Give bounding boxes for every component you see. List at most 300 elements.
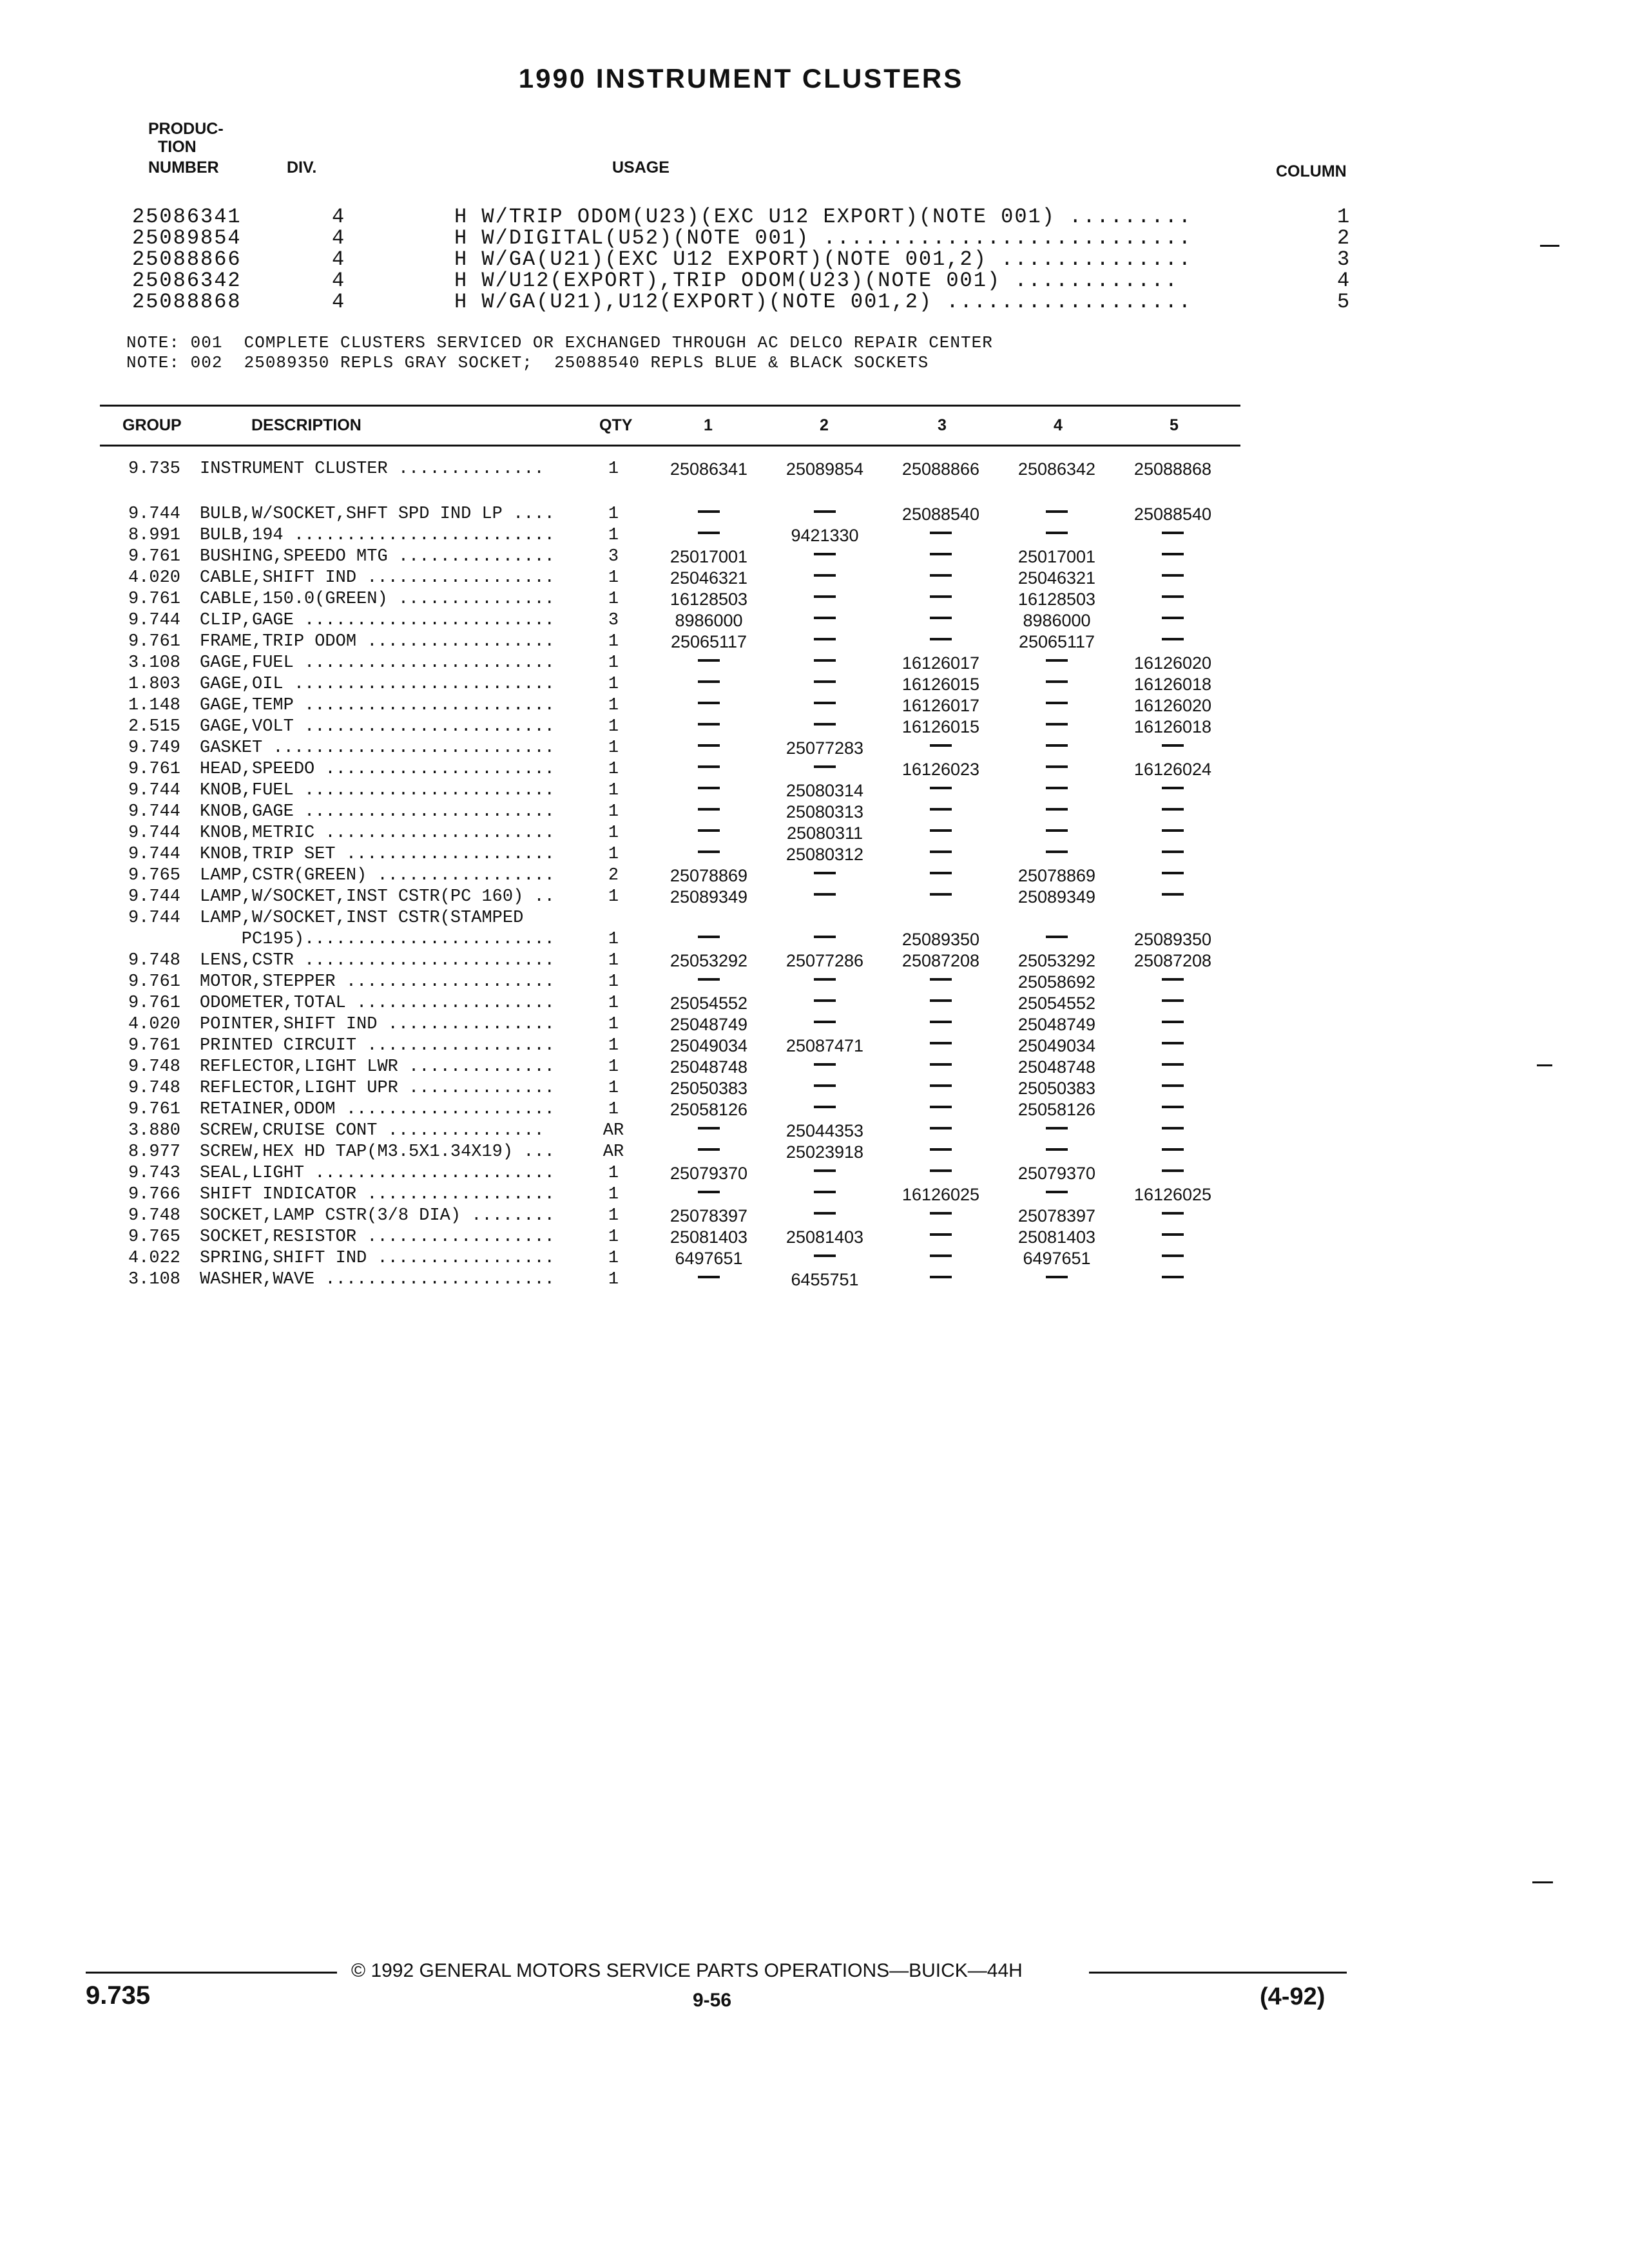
part-number-cell: 25080312: [786, 845, 864, 864]
qty-cell: 1: [608, 930, 619, 949]
part-number-cell: 16126015: [901, 675, 980, 694]
not-applicable-dash: [1115, 841, 1231, 861]
qty-cell: 1: [608, 505, 619, 524]
description-cell: GAGE,FUEL ........................: [200, 653, 555, 673]
description-cell: RETAINER,ODOM ....................: [200, 1100, 555, 1119]
not-applicable-dash: [767, 1096, 883, 1116]
not-applicable-dash: [883, 1096, 999, 1116]
qty-cell: 1: [608, 1270, 619, 1289]
part-number-cell: 16126017: [901, 696, 980, 715]
not-applicable-dash: [1115, 1160, 1231, 1180]
not-applicable-dash: [1115, 883, 1231, 903]
qty-cell: 1: [608, 845, 619, 864]
group-cell: 4.020: [128, 1015, 180, 1034]
qty-cell: 1: [608, 1164, 619, 1183]
not-applicable-dash: [883, 1117, 999, 1137]
not-applicable-dash: [1115, 1139, 1231, 1158]
prod-number-header-line-1: PRODUC-: [148, 120, 224, 138]
not-applicable-dash: [767, 649, 883, 669]
div-header: DIV.: [287, 159, 317, 177]
part-number-cell: 25078397: [1017, 1206, 1096, 1225]
not-applicable-dash: [1115, 1224, 1231, 1244]
not-applicable-dash: [1115, 990, 1231, 1010]
description-cell: KNOB,METRIC ......................: [200, 823, 555, 843]
not-applicable-dash: [883, 798, 999, 818]
not-applicable-dash: [1115, 968, 1231, 988]
part-number-cell: 25089349: [1017, 887, 1096, 907]
note-002: NOTE: 002 25089350 REPLS GRAY SOCKET; 25088540 REPLS BLUE & BLACK SOCKETS: [126, 353, 929, 372]
group-cell: 9.761: [128, 590, 180, 609]
usage-number: 25086341: [132, 205, 242, 229]
part-number-cell: 16126025: [1133, 1185, 1212, 1204]
qty-cell: 3: [608, 547, 619, 566]
group-cell: 9.761: [128, 972, 180, 992]
part-number-cell: 25080311: [786, 823, 863, 843]
not-applicable-dash: [999, 926, 1115, 946]
part-number-cell: 25089349: [670, 887, 748, 907]
not-applicable-dash: [651, 735, 767, 754]
group-cell: 9.765: [128, 1227, 180, 1247]
part-number-cell: 25054552: [670, 994, 748, 1013]
usage-number: 25086342: [132, 269, 242, 293]
not-applicable-dash: [767, 692, 883, 712]
not-applicable-dash: [767, 501, 883, 521]
not-applicable-dash: [883, 1202, 999, 1222]
part-number-cell: 25050383: [670, 1079, 748, 1098]
qty-cell: 1: [608, 781, 619, 800]
group-cell: 9.761: [128, 760, 180, 779]
not-applicable-dash: [999, 501, 1115, 521]
part-number-cell: 25017001: [670, 547, 748, 566]
not-applicable-dash: [651, 1117, 767, 1137]
group-cell: 1.148: [128, 696, 180, 715]
not-applicable-dash: [767, 628, 883, 648]
description-cell: HEAD,SPEEDO ......................: [200, 760, 555, 779]
not-applicable-dash: [767, 713, 883, 733]
not-applicable-dash: [883, 777, 999, 797]
group-cell: 9.748: [128, 1206, 180, 1225]
group-cell: 9.761: [128, 994, 180, 1013]
part-number-cell: 25023918: [786, 1142, 864, 1162]
description-cell: KNOB,FUEL ........................: [200, 781, 555, 800]
qty-cell: 1: [608, 738, 619, 758]
footer-revision: (4-92): [1260, 1983, 1325, 2010]
group-cell: 9.766: [128, 1185, 180, 1204]
not-applicable-dash: [999, 841, 1115, 861]
part-number-cell: 16126024: [1133, 760, 1212, 779]
not-applicable-dash: [651, 649, 767, 669]
part-number-cell: 16126020: [1133, 696, 1212, 715]
usage-header: USAGE: [612, 159, 670, 177]
description-cell: REFLECTOR,LIGHT LWR ..............: [200, 1057, 555, 1077]
usage-number: 25089854: [132, 226, 242, 250]
not-applicable-dash: [1115, 798, 1231, 818]
footer-copyright: © 1992 GENERAL MOTORS SERVICE PARTS OPERATIONS—BUICK—44H: [351, 1960, 1023, 1981]
part-number-cell: 25046321: [1017, 568, 1096, 588]
group-cell: 9.744: [128, 845, 180, 864]
usage-div: 4: [332, 247, 346, 271]
group-cell: 3.108: [128, 1270, 180, 1289]
description-cell: GAGE,OIL .........................: [200, 675, 555, 694]
qty-cell: 2: [608, 866, 619, 885]
group-cell: 9.744: [128, 823, 180, 843]
group-cell: 9.748: [128, 1057, 180, 1077]
description-cell: GAGE,VOLT ........................: [200, 717, 555, 736]
group-cell: 9.744: [128, 908, 180, 928]
not-applicable-dash: [1115, 1202, 1231, 1222]
group-cell: 9.744: [128, 781, 180, 800]
usage-column: 3: [1337, 247, 1351, 271]
not-applicable-dash: [1115, 1075, 1231, 1095]
part-number-cell: 6497651: [675, 1249, 743, 1268]
group-cell: 4.020: [128, 568, 180, 588]
not-applicable-dash: [767, 756, 883, 776]
part-number-cell: 25077286: [786, 951, 864, 970]
group-cell: 9.744: [128, 611, 180, 630]
usage-number: 25088868: [132, 290, 242, 314]
description-cell: PC195)........................: [200, 930, 555, 949]
qty-cell: 1: [608, 823, 619, 843]
col-2-header: 2: [820, 416, 829, 434]
group-cell: 9.748: [128, 951, 180, 970]
not-applicable-dash: [767, 1202, 883, 1222]
margin-mark: [1532, 1881, 1553, 1883]
description-cell: KNOB,GAGE ........................: [200, 802, 555, 822]
group-cell: 9.765: [128, 866, 180, 885]
group-cell: 9.744: [128, 802, 180, 822]
usage-column: 1: [1337, 205, 1351, 229]
qty-cell: 1: [608, 526, 619, 545]
not-applicable-dash: [651, 968, 767, 988]
not-applicable-dash: [767, 1160, 883, 1180]
description-cell: REFLECTOR,LIGHT UPR ..............: [200, 1079, 555, 1098]
description-cell: INSTRUMENT CLUSTER ..............: [200, 459, 545, 479]
page-title: 1990 INSTRUMENT CLUSTERS: [518, 63, 964, 93]
part-number-cell: 25079370: [670, 1164, 748, 1183]
not-applicable-dash: [651, 926, 767, 946]
part-number-cell: 25048748: [1017, 1057, 1096, 1077]
not-applicable-dash: [883, 586, 999, 606]
part-number-cell: 25089350: [901, 930, 980, 949]
part-number-cell: 25086342: [1017, 459, 1096, 479]
description-cell: WASHER,WAVE ......................: [200, 1270, 555, 1289]
not-applicable-dash: [883, 1160, 999, 1180]
part-number-cell: 25081403: [670, 1227, 748, 1247]
not-applicable-dash: [999, 1181, 1115, 1201]
part-number-cell: 25065117: [670, 632, 747, 651]
description-cell: SPRING,SHIFT IND .................: [200, 1249, 555, 1268]
part-number-cell: 25089350: [1133, 930, 1212, 949]
description-cell: GAGE,TEMP ........................: [200, 696, 555, 715]
description-cell: LAMP,W/SOCKET,INST CSTR(PC 160) ..: [200, 887, 555, 907]
qty-cell: 1: [608, 653, 619, 673]
qty-cell: 1: [608, 696, 619, 715]
qty-cell: 1: [608, 1227, 619, 1247]
part-number-cell: 25048748: [670, 1057, 748, 1077]
group-column-header: GROUP: [122, 416, 182, 434]
not-applicable-dash: [883, 607, 999, 627]
not-applicable-dash: [651, 1266, 767, 1286]
not-applicable-dash: [651, 798, 767, 818]
not-applicable-dash: [999, 671, 1115, 691]
group-cell: 1.803: [128, 675, 180, 694]
qty-cell: 1: [608, 1185, 619, 1204]
part-number-cell: 16126023: [901, 760, 980, 779]
part-number-cell: 25058126: [1017, 1100, 1096, 1119]
qty-cell: 1: [608, 1249, 619, 1268]
part-number-cell: 25088866: [901, 459, 980, 479]
part-number-cell: 16126015: [901, 717, 980, 736]
not-applicable-dash: [883, 841, 999, 861]
not-applicable-dash: [883, 543, 999, 563]
qty-cell: 1: [608, 590, 619, 609]
not-applicable-dash: [999, 692, 1115, 712]
not-applicable-dash: [767, 564, 883, 584]
qty-cell: 1: [608, 1206, 619, 1225]
not-applicable-dash: [999, 820, 1115, 840]
col-5-header: 5: [1170, 416, 1179, 434]
not-applicable-dash: [999, 735, 1115, 754]
not-applicable-dash: [883, 1266, 999, 1286]
not-applicable-dash: [651, 1139, 767, 1158]
description-cell: SOCKET,RESISTOR ..................: [200, 1227, 555, 1247]
usage-description: H W/DIGITAL(U52)(NOTE 001) ...........................: [454, 226, 1192, 250]
description-cell: SEAL,LIGHT .......................: [200, 1164, 555, 1183]
description-cell: CABLE,SHIFT IND ..................: [200, 568, 555, 588]
not-applicable-dash: [999, 1139, 1115, 1158]
not-applicable-dash: [767, 862, 883, 882]
margin-mark: [1537, 1064, 1552, 1066]
col-4-header: 4: [1054, 416, 1063, 434]
not-applicable-dash: [767, 1245, 883, 1265]
part-number-cell: 16128503: [1017, 590, 1096, 609]
note-001: NOTE: 001 COMPLETE CLUSTERS SERVICED OR EXCHANGED THROUGH AC DELCO REPAIR CENTER: [126, 333, 993, 352]
not-applicable-dash: [999, 522, 1115, 542]
group-cell: 9.748: [128, 1079, 180, 1098]
group-cell: 9.761: [128, 632, 180, 651]
part-number-cell: 8986000: [675, 611, 743, 630]
description-cell: BUSHING,SPEEDO MTG ...............: [200, 547, 555, 566]
not-applicable-dash: [767, 671, 883, 691]
not-applicable-dash: [767, 586, 883, 606]
qty-cell: AR: [602, 1121, 624, 1140]
part-number-cell: 25078397: [670, 1206, 748, 1225]
not-applicable-dash: [1115, 820, 1231, 840]
part-number-cell: 25048749: [670, 1015, 748, 1034]
qty-cell: 1: [608, 717, 619, 736]
not-applicable-dash: [651, 501, 767, 521]
qty-cell: 3: [608, 611, 619, 630]
qty-cell: 1: [608, 568, 619, 588]
table-top-rule: [100, 405, 1240, 407]
not-applicable-dash: [767, 607, 883, 627]
qty-cell: 1: [608, 951, 619, 970]
description-column-header: DESCRIPTION: [251, 416, 361, 434]
not-applicable-dash: [1115, 1011, 1231, 1031]
not-applicable-dash: [651, 777, 767, 797]
usage-column: 2: [1337, 226, 1351, 250]
group-cell: 9.744: [128, 887, 180, 907]
not-applicable-dash: [1115, 543, 1231, 563]
description-cell: ODOMETER,TOTAL ...................: [200, 994, 555, 1013]
part-number-cell: 25088540: [901, 505, 980, 524]
usage-description: H W/TRIP ODOM(U23)(EXC U12 EXPORT)(NOTE 001) .........: [454, 205, 1192, 229]
part-number-cell: 6455751: [791, 1270, 859, 1289]
group-cell: 9.749: [128, 738, 180, 758]
not-applicable-dash: [767, 1075, 883, 1095]
not-applicable-dash: [883, 735, 999, 754]
group-cell: 4.022: [128, 1249, 180, 1268]
usage-column: 4: [1337, 269, 1351, 293]
part-number-cell: 25048749: [1017, 1015, 1096, 1034]
description-cell: SCREW,CRUISE CONT ...............: [200, 1121, 545, 1140]
not-applicable-dash: [883, 628, 999, 648]
group-cell: 8.977: [128, 1142, 180, 1162]
description-cell: SHIFT INDICATOR ..................: [200, 1185, 555, 1204]
not-applicable-dash: [999, 713, 1115, 733]
footer-rule-left: [86, 1972, 337, 1974]
usage-column: 5: [1337, 290, 1351, 314]
not-applicable-dash: [651, 820, 767, 840]
margin-mark: [1540, 245, 1559, 247]
part-number-cell: 25088540: [1133, 505, 1212, 524]
not-applicable-dash: [1115, 1117, 1231, 1137]
not-applicable-dash: [1115, 586, 1231, 606]
qty-cell: 1: [608, 459, 619, 479]
description-cell: BULB,W/SOCKET,SHFT SPD IND LP ....: [200, 505, 555, 524]
not-applicable-dash: [999, 649, 1115, 669]
not-applicable-dash: [1115, 1245, 1231, 1265]
not-applicable-dash: [883, 1053, 999, 1073]
qty-cell: 1: [608, 632, 619, 651]
not-applicable-dash: [1115, 628, 1231, 648]
part-number-cell: 25080313: [786, 802, 864, 822]
not-applicable-dash: [883, 1245, 999, 1265]
description-cell: SOCKET,LAMP CSTR(3/8 DIA) ........: [200, 1206, 555, 1225]
not-applicable-dash: [651, 756, 767, 776]
prod-number-header-line-2: TION: [158, 138, 197, 156]
qty-cell: 1: [608, 972, 619, 992]
description-cell: LENS,CSTR ........................: [200, 951, 555, 970]
description-cell: POINTER,SHIFT IND ................: [200, 1015, 555, 1034]
not-applicable-dash: [999, 798, 1115, 818]
table-header-rule: [100, 445, 1240, 447]
not-applicable-dash: [767, 968, 883, 988]
qty-cell: 1: [608, 802, 619, 822]
description-cell: KNOB,TRIP SET ....................: [200, 845, 555, 864]
not-applicable-dash: [883, 820, 999, 840]
part-number-cell: 25079370: [1017, 1164, 1096, 1183]
not-applicable-dash: [883, 862, 999, 882]
part-number-cell: 25087208: [901, 951, 980, 970]
qty-cell: 1: [608, 760, 619, 779]
group-cell: 9.743: [128, 1164, 180, 1183]
part-number-cell: 25049034: [670, 1036, 748, 1055]
not-applicable-dash: [883, 522, 999, 542]
group-cell: 3.880: [128, 1121, 180, 1140]
part-number-cell: 25087208: [1133, 951, 1212, 970]
not-applicable-dash: [767, 543, 883, 563]
usage-div: 4: [332, 290, 346, 314]
not-applicable-dash: [651, 692, 767, 712]
description-cell: LAMP,CSTR(GREEN) .................: [200, 866, 555, 885]
description-cell: PRINTED CIRCUIT ..................: [200, 1036, 555, 1055]
description-cell: LAMP,W/SOCKET,INST CSTR(STAMPED: [200, 908, 524, 928]
group-cell: 9.761: [128, 547, 180, 566]
not-applicable-dash: [1115, 1053, 1231, 1073]
part-number-cell: 25086341: [670, 459, 748, 479]
qty-cell: 1: [608, 1015, 619, 1034]
part-number-cell: 25078869: [670, 866, 748, 885]
part-number-cell: 16126018: [1133, 717, 1212, 736]
qty-cell: 1: [608, 1079, 619, 1098]
group-cell: 9.761: [128, 1036, 180, 1055]
group-cell: 9.744: [128, 505, 180, 524]
part-number-cell: 16128503: [670, 590, 748, 609]
description-cell: SCREW,HEX HD TAP(M3.5X1.34X19) ...: [200, 1142, 555, 1162]
description-cell: CABLE,150.0(GREEN) ...............: [200, 590, 555, 609]
not-applicable-dash: [767, 990, 883, 1010]
part-number-cell: 16126025: [901, 1185, 980, 1204]
qty-cell: 1: [608, 1100, 619, 1119]
part-number-cell: 25049034: [1017, 1036, 1096, 1055]
not-applicable-dash: [651, 522, 767, 542]
usage-div: 4: [332, 226, 346, 250]
group-cell: 8.991: [128, 526, 180, 545]
part-number-cell: 25058692: [1017, 972, 1096, 992]
not-applicable-dash: [1115, 564, 1231, 584]
not-applicable-dash: [1115, 1096, 1231, 1116]
part-number-cell: 25078869: [1017, 866, 1096, 885]
part-number-cell: 25087471: [786, 1036, 864, 1055]
qty-cell: 1: [608, 994, 619, 1013]
part-number-cell: 9421330: [791, 526, 859, 545]
prod-number-header-line-3: NUMBER: [148, 159, 219, 177]
usage-description: H W/U12(EXPORT),TRIP ODOM(U23)(NOTE 001) ............: [454, 269, 1179, 293]
part-number-cell: 25053292: [1017, 951, 1096, 970]
qty-column-header: QTY: [599, 416, 633, 434]
not-applicable-dash: [883, 1139, 999, 1158]
description-cell: CLIP,GAGE ........................: [200, 611, 555, 630]
not-applicable-dash: [883, 990, 999, 1010]
part-number-cell: 25053292: [670, 951, 748, 970]
not-applicable-dash: [767, 1181, 883, 1201]
not-applicable-dash: [651, 1181, 767, 1201]
not-applicable-dash: [767, 1011, 883, 1031]
part-number-cell: 25088868: [1133, 459, 1212, 479]
part-number-cell: 25050383: [1017, 1079, 1096, 1098]
part-number-cell: 25044353: [786, 1121, 864, 1140]
description-cell: BULB,194 .........................: [200, 526, 555, 545]
qty-cell: 1: [608, 675, 619, 694]
part-number-cell: 25081403: [786, 1227, 864, 1247]
part-number-cell: 16126017: [901, 653, 980, 673]
usage-div: 4: [332, 205, 346, 229]
qty-cell: AR: [602, 1142, 624, 1162]
description-cell: GASKET ...........................: [200, 738, 555, 758]
part-number-cell: 25065117: [1018, 632, 1095, 651]
not-applicable-dash: [1115, 862, 1231, 882]
part-number-cell: 25089854: [786, 459, 864, 479]
group-cell: 9.735: [128, 459, 180, 479]
not-applicable-dash: [883, 1011, 999, 1031]
usage-description: H W/GA(U21)(EXC U12 EXPORT)(NOTE 001,2) ..............: [454, 247, 1192, 271]
not-applicable-dash: [883, 1075, 999, 1095]
part-number-cell: 8986000: [1023, 611, 1091, 630]
not-applicable-dash: [883, 968, 999, 988]
part-number-cell: 25017001: [1017, 547, 1096, 566]
usage-div: 4: [332, 269, 346, 293]
